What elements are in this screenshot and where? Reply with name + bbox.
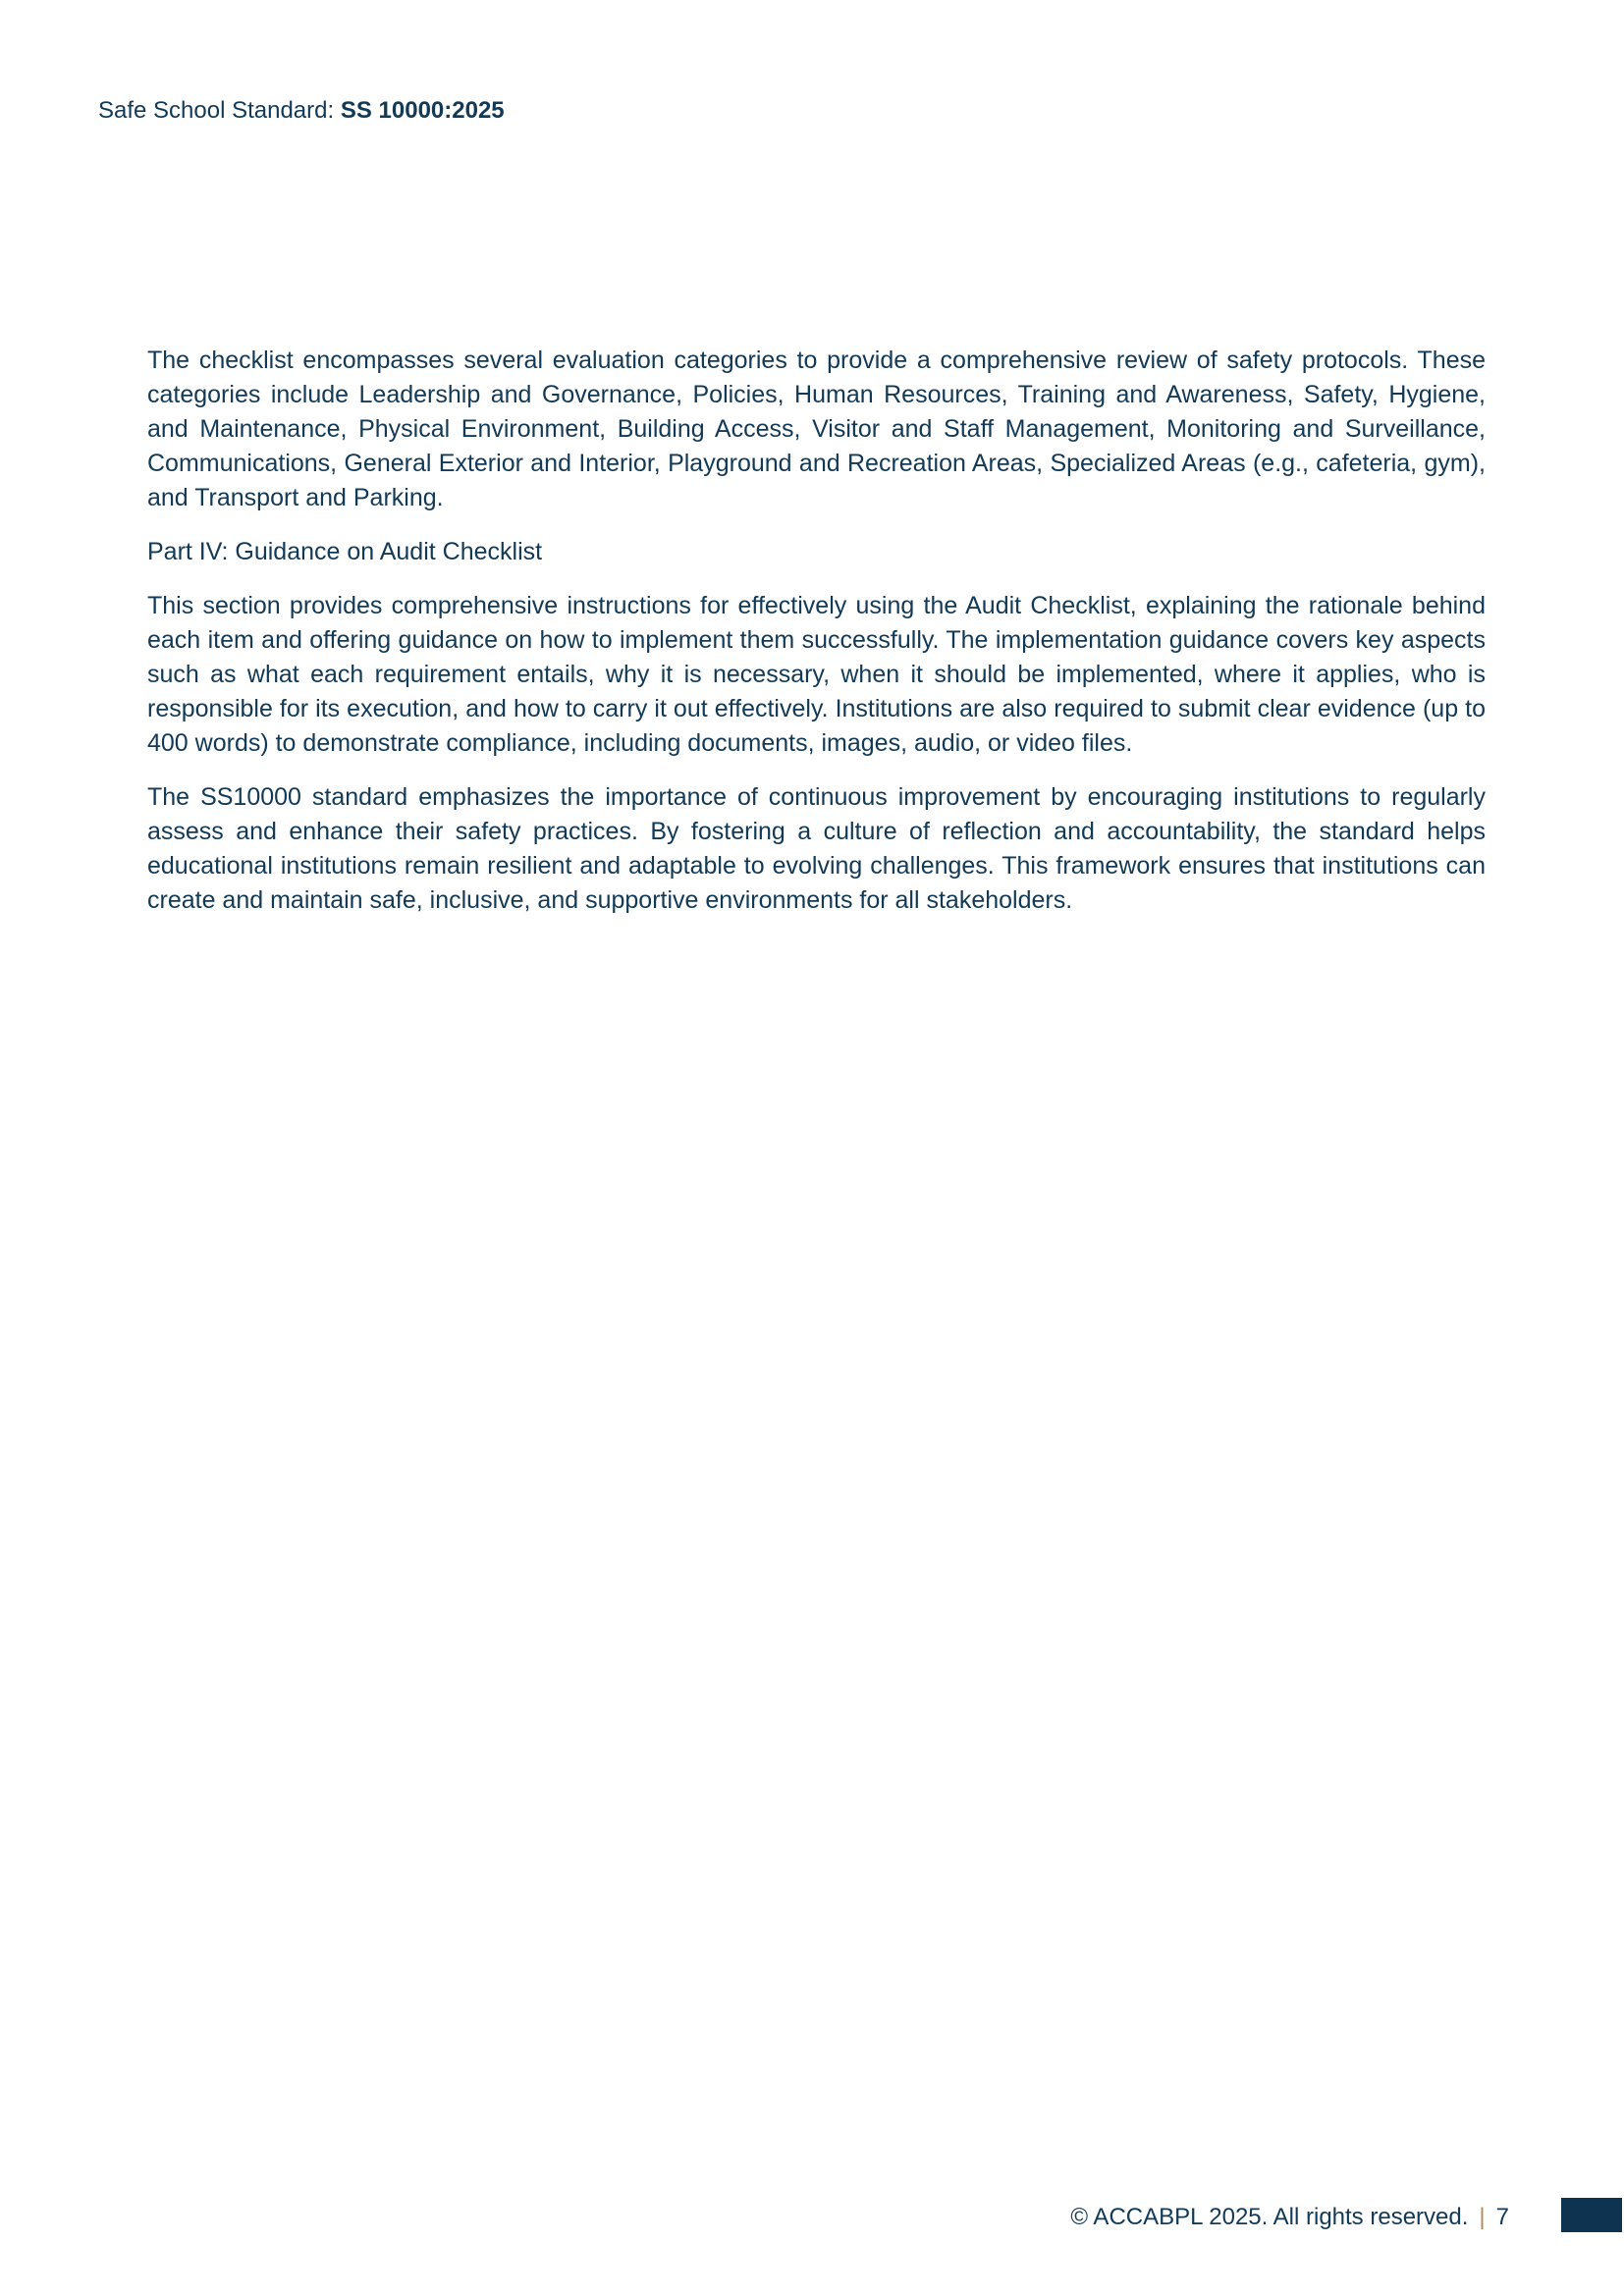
page-header	[98, 96, 505, 126]
header-standard-code: SS 10000:2025	[340, 97, 505, 124]
copyright-text: © ACCABPL 2025. All rights reserved.	[1070, 2204, 1469, 2230]
document-body	[147, 344, 1486, 937]
paragraph-guidance-instructions: This section provides comprehensive instructions for effectively using the Audit Checklist, explaining the rationale behind each item and offering guidance on how to implement them successfully. The implementation guidance covers key aspects such as what each requirement entails, why it is necessary, when it should be implemented, where it applies, who is responsible for its execution, and how to carry it out effectively. Institutions are also required to submit clear evidence (up to 400 words) to demonstrate compliance, including documents, images, audio, or video files.	[147, 592, 1486, 757]
page-number: 7	[1495, 2204, 1509, 2230]
header-title-text: Safe School Standard:	[98, 97, 341, 124]
page-edge-marker	[1561, 2198, 1622, 2232]
paragraph-continuous-improvement: The SS10000 standard emphasizes the importance of continuous improvement by encouraging institutions to regularly assess and enhance their safety practices. By fostering a culture of reflection and accountability, the standard helps educational institutions remain resilient and adaptable to evolving challenges. This framework ensures that institutions can create and maintain safe, inclusive, and supportive environments for all stakeholders.	[147, 783, 1486, 914]
paragraph-checklist-categories: The checklist encompasses several evaluation categories to provide a comprehensive review of safety protocols. These categories include Leadership and Governance, Policies, Human Resources, Training and Awareness, Safety, Hygiene, and Maintenance, Physical Environment, Building Access, Visitor and Staff Management, Monitoring and Surveillance, Communications, General Exterior and Interior, Playground and Recreation Areas, Specialized Areas (e.g., cafeteria, gym), and Transport and Parking.	[147, 347, 1486, 511]
page-footer	[1070, 2203, 1509, 2232]
section-heading-part-iv: Part IV: Guidance on Audit Checklist	[147, 538, 543, 565]
footer-separator: |	[1479, 2204, 1486, 2230]
